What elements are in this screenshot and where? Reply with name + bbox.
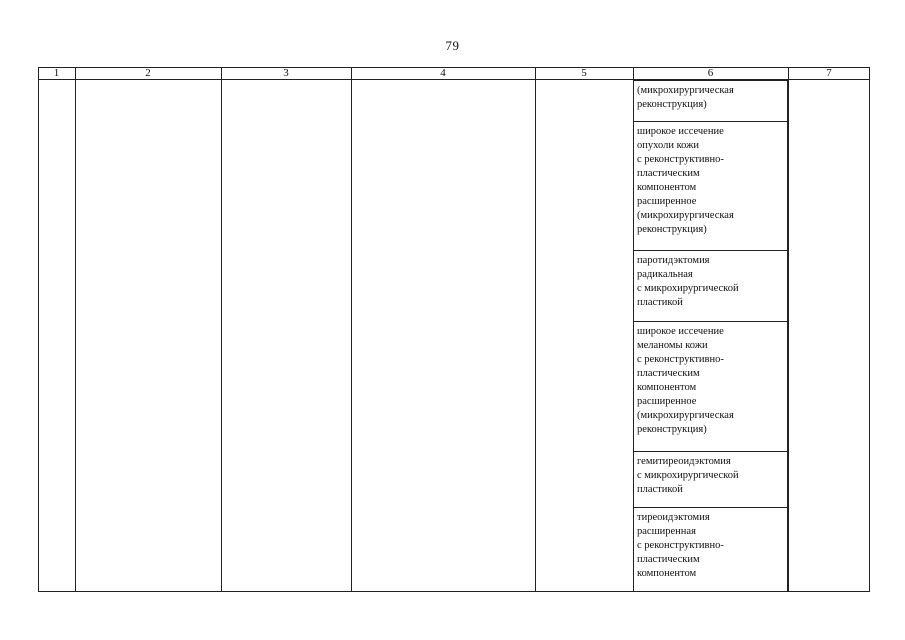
table-cell: широкое иссечение меланомы кожи с реконструктивно- пластическим компонентом расширенное (микрохирургическая реконструкция) [633, 322, 788, 452]
column-divider [221, 67, 222, 592]
table-cell: широкое иссечение опухоли кожи с реконструктивно- пластическим компонентом расширенное (микрохирургическая реконструкция) [633, 122, 788, 251]
column-header-6: 6 [707, 67, 714, 79]
column-header-1: 1 [53, 67, 60, 79]
column-header-7: 7 [826, 67, 832, 79]
page-number: 79 [445, 38, 460, 53]
table-cell: (микрохирургическая реконструкция) [633, 80, 788, 122]
column-divider [788, 67, 789, 592]
column-header-2: 2 [145, 67, 151, 79]
column-divider [75, 67, 76, 592]
column-divider [351, 67, 352, 592]
column-divider [535, 67, 536, 592]
table-cell: тиреоидэктомия расширенная с реконструктивно- пластическим компонентом [633, 508, 788, 592]
column-header-4: 4 [440, 67, 446, 79]
column-header-5: 5 [581, 67, 587, 79]
column-header-3: 3 [283, 67, 289, 79]
table-cell: гемитиреоидэктомия с микрохирургической пластикой [633, 452, 788, 508]
column-6-cells [633, 80, 788, 592]
table-cell: паротидэктомия радикальная с микрохирургической пластикой [633, 251, 788, 322]
